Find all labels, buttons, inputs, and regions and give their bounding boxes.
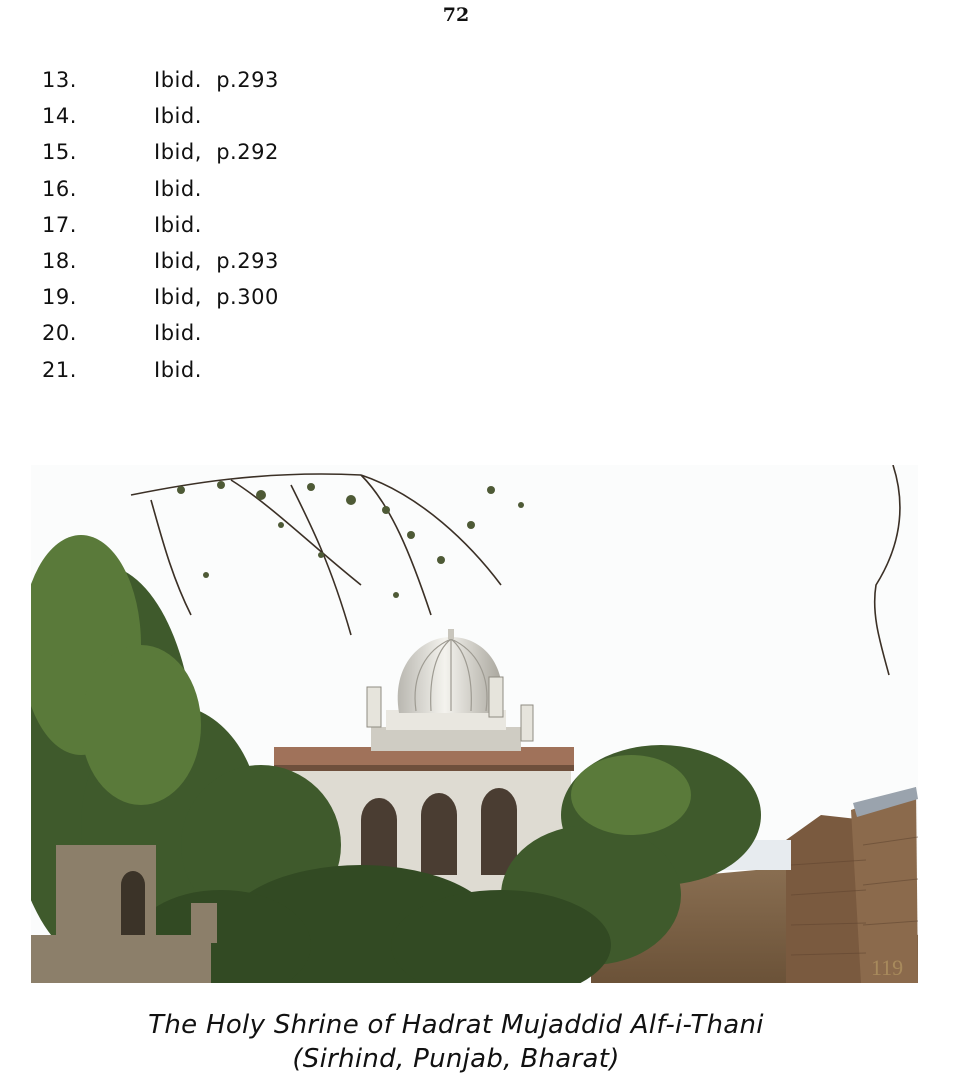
footnote-item (42, 171, 279, 207)
footnote-number: 19. (42, 285, 77, 310)
footnote-number: 17. (42, 212, 77, 237)
photo-number-label: 119 (871, 955, 904, 980)
footnote-text: Ibid. (154, 321, 202, 346)
footnote-item (42, 207, 279, 243)
footnote-number: 21. (42, 357, 77, 382)
footnote-text: Ibid. (154, 176, 202, 201)
caption-line-2: (Sirhind, Punjab, Bharat) (292, 1044, 620, 1074)
footnotes-list (42, 62, 279, 388)
footnote-number: 16. (42, 176, 77, 201)
footnote-item (42, 243, 279, 279)
footnote-item (42, 352, 279, 388)
shrine-photo (31, 465, 918, 983)
footnote-text: Ibid. (154, 357, 202, 382)
footnote-text: Ibid. (154, 212, 202, 237)
footnote-item (42, 315, 279, 351)
footnote-item (42, 98, 279, 134)
footnote-number: 15. (42, 140, 77, 165)
footnote-text: Ibid, p.300 (154, 285, 279, 310)
footnote-number: 14. (42, 104, 77, 129)
footnote-number: 18. (42, 249, 77, 274)
footnote-text: Ibid, p.293 (154, 249, 279, 274)
footnote-text: Ibid. p.293 (154, 68, 279, 93)
footnote-item (42, 134, 279, 170)
footnote-item (42, 62, 279, 98)
footnote-number: 13. (42, 68, 77, 93)
footnote-text: Ibid. (154, 104, 202, 129)
footnote-number: 20. (42, 321, 77, 346)
caption-line-1: The Holy Shrine of Hadrat Mujaddid Alf-i-Thani (148, 1010, 764, 1040)
footnote-text: Ibid, p.292 (154, 140, 279, 165)
photo-caption (0, 1008, 912, 1076)
footnote-item (42, 279, 279, 315)
page-number: 72 (442, 4, 470, 26)
